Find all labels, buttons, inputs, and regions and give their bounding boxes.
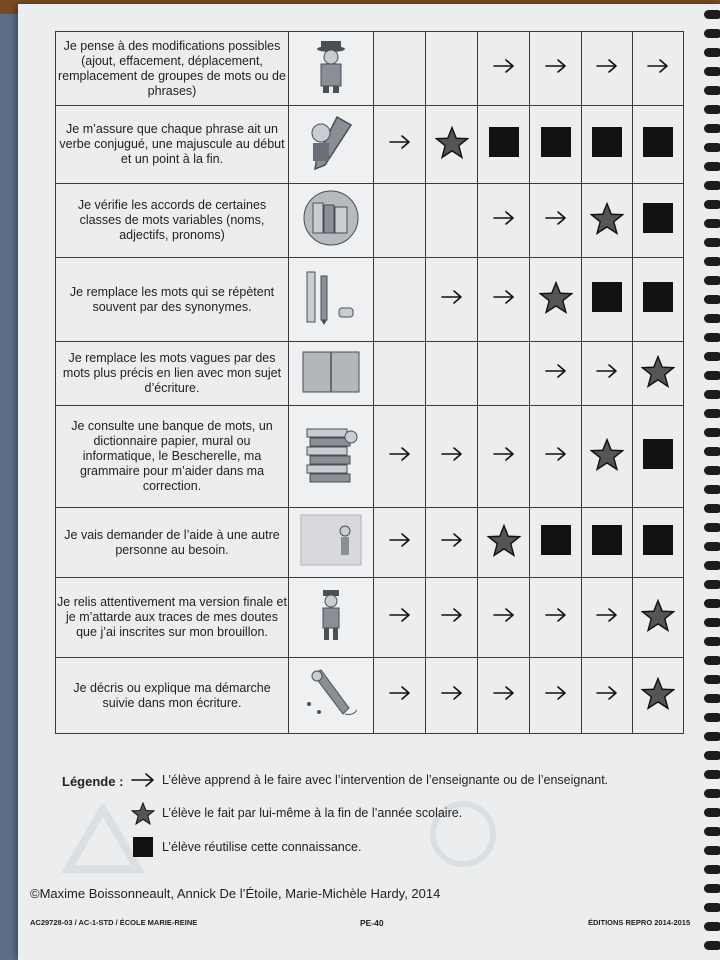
spiral-coil <box>704 333 720 342</box>
square-mark-icon <box>643 525 673 555</box>
grade-level-cell <box>530 106 582 184</box>
legend-arrow-row <box>130 769 608 791</box>
spiral-coil <box>704 846 720 855</box>
arrow-mark-icon <box>595 58 619 74</box>
grade-level-cell <box>530 258 582 342</box>
star-mark-icon <box>435 126 469 159</box>
grade-level-cell <box>633 508 684 578</box>
table-row <box>56 508 684 578</box>
spiral-coil <box>704 10 720 19</box>
square-mark-icon <box>592 525 622 555</box>
pencil-writer-icon <box>299 113 363 171</box>
grade-level-cell <box>374 258 426 342</box>
grade-level-cell <box>374 658 426 734</box>
grade-level-cell <box>478 508 530 578</box>
strategy-description: Je remplace les mots qui se répètent souvent par des synonymes. <box>56 258 289 342</box>
strategy-description: Je vérifie les accords de certaines classes de mots variables (noms, adjectifs, pronoms) <box>56 184 289 258</box>
strategy-description: Je vais demander de l’aide à une autre personne au besoin. <box>56 508 289 578</box>
grade-level-cell <box>582 406 633 508</box>
square-mark-icon <box>592 127 622 157</box>
arrow-mark-icon <box>544 58 568 74</box>
spiral-coil <box>704 352 720 361</box>
arrow-mark-icon <box>440 607 464 623</box>
arrow-mark-icon <box>440 446 464 462</box>
grade-level-cell <box>374 106 426 184</box>
table-row <box>56 342 684 406</box>
arrow-mark-icon <box>492 58 516 74</box>
spiral-coil <box>704 732 720 741</box>
spiral-coil <box>704 865 720 874</box>
spiral-coil <box>704 29 720 38</box>
grade-level-cell <box>633 32 684 106</box>
star-mark-icon <box>487 524 521 557</box>
grade-level-cell <box>426 184 478 258</box>
spiral-coil <box>704 181 720 190</box>
spiral-coil <box>704 314 720 323</box>
grade-level-cell <box>582 658 633 734</box>
arrow-mark-icon <box>595 685 619 701</box>
grade-level-cell <box>530 342 582 406</box>
legend-star-row <box>130 802 462 824</box>
square-mark-icon <box>643 282 673 312</box>
grade-level-cell <box>633 342 684 406</box>
spiral-coil <box>704 561 720 570</box>
footer-reference: AC29728-03 / AC-1-STD / ÉCOLE MARIE-REINE <box>30 918 198 927</box>
grade-level-cell <box>582 106 633 184</box>
grade-level-cell <box>478 578 530 658</box>
spiral-coil <box>704 219 720 228</box>
spiral-coil <box>704 295 720 304</box>
grade-level-cell <box>374 508 426 578</box>
spiral-coil <box>704 637 720 646</box>
legend-arrow-text: L’élève apprend à le faire avec l’intervention de l’enseignante ou de l’enseignant. <box>162 773 609 787</box>
self-evaluation-grid <box>55 31 684 734</box>
square-mark-icon <box>643 439 673 469</box>
arrow-mark-icon <box>492 607 516 623</box>
arrow-mark-icon <box>544 685 568 701</box>
arrow-mark-icon <box>492 289 516 305</box>
strategy-illustration <box>289 258 374 342</box>
grade-level-cell <box>633 578 684 658</box>
spiral-coil <box>704 428 720 437</box>
grade-level-cell <box>530 184 582 258</box>
spiral-coil <box>704 276 720 285</box>
grade-level-cell <box>582 32 633 106</box>
square-mark-icon <box>643 127 673 157</box>
spiral-coil <box>704 808 720 817</box>
grade-level-cell <box>530 658 582 734</box>
grade-level-cell <box>633 658 684 734</box>
grade-level-cell <box>374 32 426 106</box>
open-book-icon <box>299 342 363 400</box>
square-mark-icon <box>643 203 673 233</box>
arrow-mark-icon <box>388 607 412 623</box>
grade-level-cell <box>582 184 633 258</box>
square-mark-icon <box>541 525 571 555</box>
grade-level-cell <box>530 406 582 508</box>
grade-level-cell <box>374 184 426 258</box>
square-mark-icon <box>541 127 571 157</box>
legend-square-icon <box>132 836 154 858</box>
spiral-coil <box>704 827 720 836</box>
spiral-coil <box>704 789 720 798</box>
spiral-coil <box>704 618 720 627</box>
books-icon <box>299 189 363 247</box>
arrow-mark-icon <box>492 446 516 462</box>
square-mark-icon <box>489 127 519 157</box>
strategy-description: Je remplace les mots vagues par des mots plus précis en lien avec mon sujet d’écriture. <box>56 342 289 406</box>
table-row <box>56 658 684 734</box>
strategy-illustration <box>289 658 374 734</box>
star-mark-icon <box>539 281 573 314</box>
strategy-description: Je pense à des modifications possibles (ajout, effacement, déplacement, remplacement de groupes de mots ou de phrases) <box>56 32 289 106</box>
arrow-mark-icon <box>388 446 412 462</box>
spiral-coil <box>704 447 720 456</box>
grade-level-cell <box>426 32 478 106</box>
arrow-mark-icon <box>440 685 464 701</box>
grade-level-cell <box>478 184 530 258</box>
arrow-mark-icon <box>646 58 670 74</box>
strategy-illustration <box>289 342 374 406</box>
spiral-coil <box>704 694 720 703</box>
legend-title: Légende : <box>62 774 124 789</box>
arrow-mark-icon <box>388 685 412 701</box>
spiral-coil <box>704 770 720 779</box>
grade-level-cell <box>478 342 530 406</box>
arrow-mark-icon <box>440 289 464 305</box>
grade-level-cell <box>426 578 478 658</box>
grade-level-cell <box>582 258 633 342</box>
grade-level-cell <box>426 406 478 508</box>
arrow-mark-icon <box>595 363 619 379</box>
arrow-mark-icon <box>544 210 568 226</box>
grade-level-cell <box>478 406 530 508</box>
table-row <box>56 258 684 342</box>
spiral-coil <box>704 922 720 931</box>
legend-star-icon <box>131 802 155 825</box>
spiral-binding <box>700 4 720 960</box>
table-row <box>56 578 684 658</box>
spiral-coil <box>704 257 720 266</box>
arrow-mark-icon <box>440 532 464 548</box>
legend-arrow-icon <box>130 772 156 788</box>
arrow-mark-icon <box>388 134 412 150</box>
table-row <box>56 184 684 258</box>
spiral-coil <box>704 751 720 760</box>
strategy-illustration <box>289 578 374 658</box>
footer-publisher: ÉDITIONS REPRO 2014-2015 <box>588 918 691 927</box>
spiral-coil <box>704 656 720 665</box>
spiral-coil <box>704 67 720 76</box>
grade-level-cell <box>633 106 684 184</box>
spiral-coil <box>704 485 720 494</box>
grade-level-cell <box>426 106 478 184</box>
legend-square-row <box>130 836 361 858</box>
spiral-coil <box>704 523 720 532</box>
strategy-description: Je consulte une banque de mots, un dictionnaire papier, mural ou informatique, le Bescherelle, ma grammaire pour m’aider dans ma correction. <box>56 406 289 508</box>
grade-level-cell <box>582 578 633 658</box>
spiral-coil <box>704 124 720 133</box>
copyright-notice: ©Maxime Boissonneault, Annick De l’Étoile, Marie-Michèle Hardy, 2014 <box>30 886 441 901</box>
star-mark-icon <box>590 438 624 471</box>
grade-level-cell <box>374 342 426 406</box>
arrow-mark-icon <box>388 532 412 548</box>
workbook-page <box>18 4 720 960</box>
grade-level-cell <box>426 658 478 734</box>
strategy-illustration <box>289 406 374 508</box>
grade-level-cell <box>530 32 582 106</box>
spiral-coil <box>704 371 720 380</box>
arrow-mark-icon <box>595 607 619 623</box>
arrow-mark-icon <box>544 446 568 462</box>
arrow-mark-icon <box>544 607 568 623</box>
strategy-illustration <box>289 508 374 578</box>
square-mark-icon <box>592 282 622 312</box>
table-row <box>56 32 684 106</box>
dictionary-stack-icon <box>299 425 363 483</box>
grade-level-cell <box>478 658 530 734</box>
grade-level-cell <box>478 258 530 342</box>
rocket-pencil-icon <box>299 664 363 722</box>
spiral-coil <box>704 466 720 475</box>
arrow-mark-icon <box>544 363 568 379</box>
spiral-coil <box>704 105 720 114</box>
grade-level-cell <box>426 258 478 342</box>
spiral-coil <box>704 390 720 399</box>
star-mark-icon <box>641 355 675 388</box>
grade-level-cell <box>582 342 633 406</box>
spiral-coil <box>704 941 720 950</box>
spiral-coil <box>704 162 720 171</box>
spiral-coil <box>704 409 720 418</box>
footer-page-number: PE-40 <box>360 918 384 928</box>
strategy-illustration <box>289 32 374 106</box>
grade-level-cell <box>426 342 478 406</box>
school-supplies-icon <box>299 268 363 326</box>
spiral-coil <box>704 504 720 513</box>
grade-level-cell <box>633 258 684 342</box>
grade-level-cell <box>633 184 684 258</box>
table-row <box>56 406 684 508</box>
strategy-description: Je décris ou explique ma démarche suivie dans mon écriture. <box>56 658 289 734</box>
detective-icon <box>299 37 363 95</box>
spiral-coil <box>704 903 720 912</box>
table-row <box>56 106 684 184</box>
grade-level-cell <box>374 406 426 508</box>
grade-level-cell <box>530 508 582 578</box>
spiral-coil <box>704 675 720 684</box>
spiral-coil <box>704 48 720 57</box>
spiral-coil <box>704 599 720 608</box>
strategy-description: Je relis attentivement ma version finale et je m’attarde aux traces de mes doutes que j’ai inscrites sur mon brouillon. <box>56 578 289 658</box>
spiral-coil <box>704 580 720 589</box>
spiral-coil <box>704 884 720 893</box>
arrow-mark-icon <box>492 685 516 701</box>
legend-star-text: L’élève le fait par lui-même à la fin de l’année scolaire. <box>162 806 463 820</box>
strategy-illustration <box>289 184 374 258</box>
star-mark-icon <box>590 202 624 235</box>
spiral-coil <box>704 713 720 722</box>
grade-level-cell <box>530 578 582 658</box>
arrow-mark-icon <box>492 210 516 226</box>
helper-board-icon <box>299 511 363 569</box>
spiral-coil <box>704 86 720 95</box>
grade-level-cell <box>582 508 633 578</box>
grade-level-cell <box>633 406 684 508</box>
spiral-coil <box>704 238 720 247</box>
spiral-coil <box>704 143 720 152</box>
grade-level-cell <box>478 106 530 184</box>
strategy-illustration <box>289 106 374 184</box>
star-mark-icon <box>641 677 675 710</box>
legend-square-text: L’élève réutilise cette connaissance. <box>162 840 362 854</box>
grade-level-cell <box>374 578 426 658</box>
spiral-coil <box>704 542 720 551</box>
police-officer-icon <box>299 586 363 644</box>
spiral-coil <box>704 200 720 209</box>
grade-level-cell <box>426 508 478 578</box>
grade-level-cell <box>478 32 530 106</box>
star-mark-icon <box>641 599 675 632</box>
strategy-description: Je m’assure que chaque phrase ait un verbe conjugué, une majuscule au début et un point à la fin. <box>56 106 289 184</box>
